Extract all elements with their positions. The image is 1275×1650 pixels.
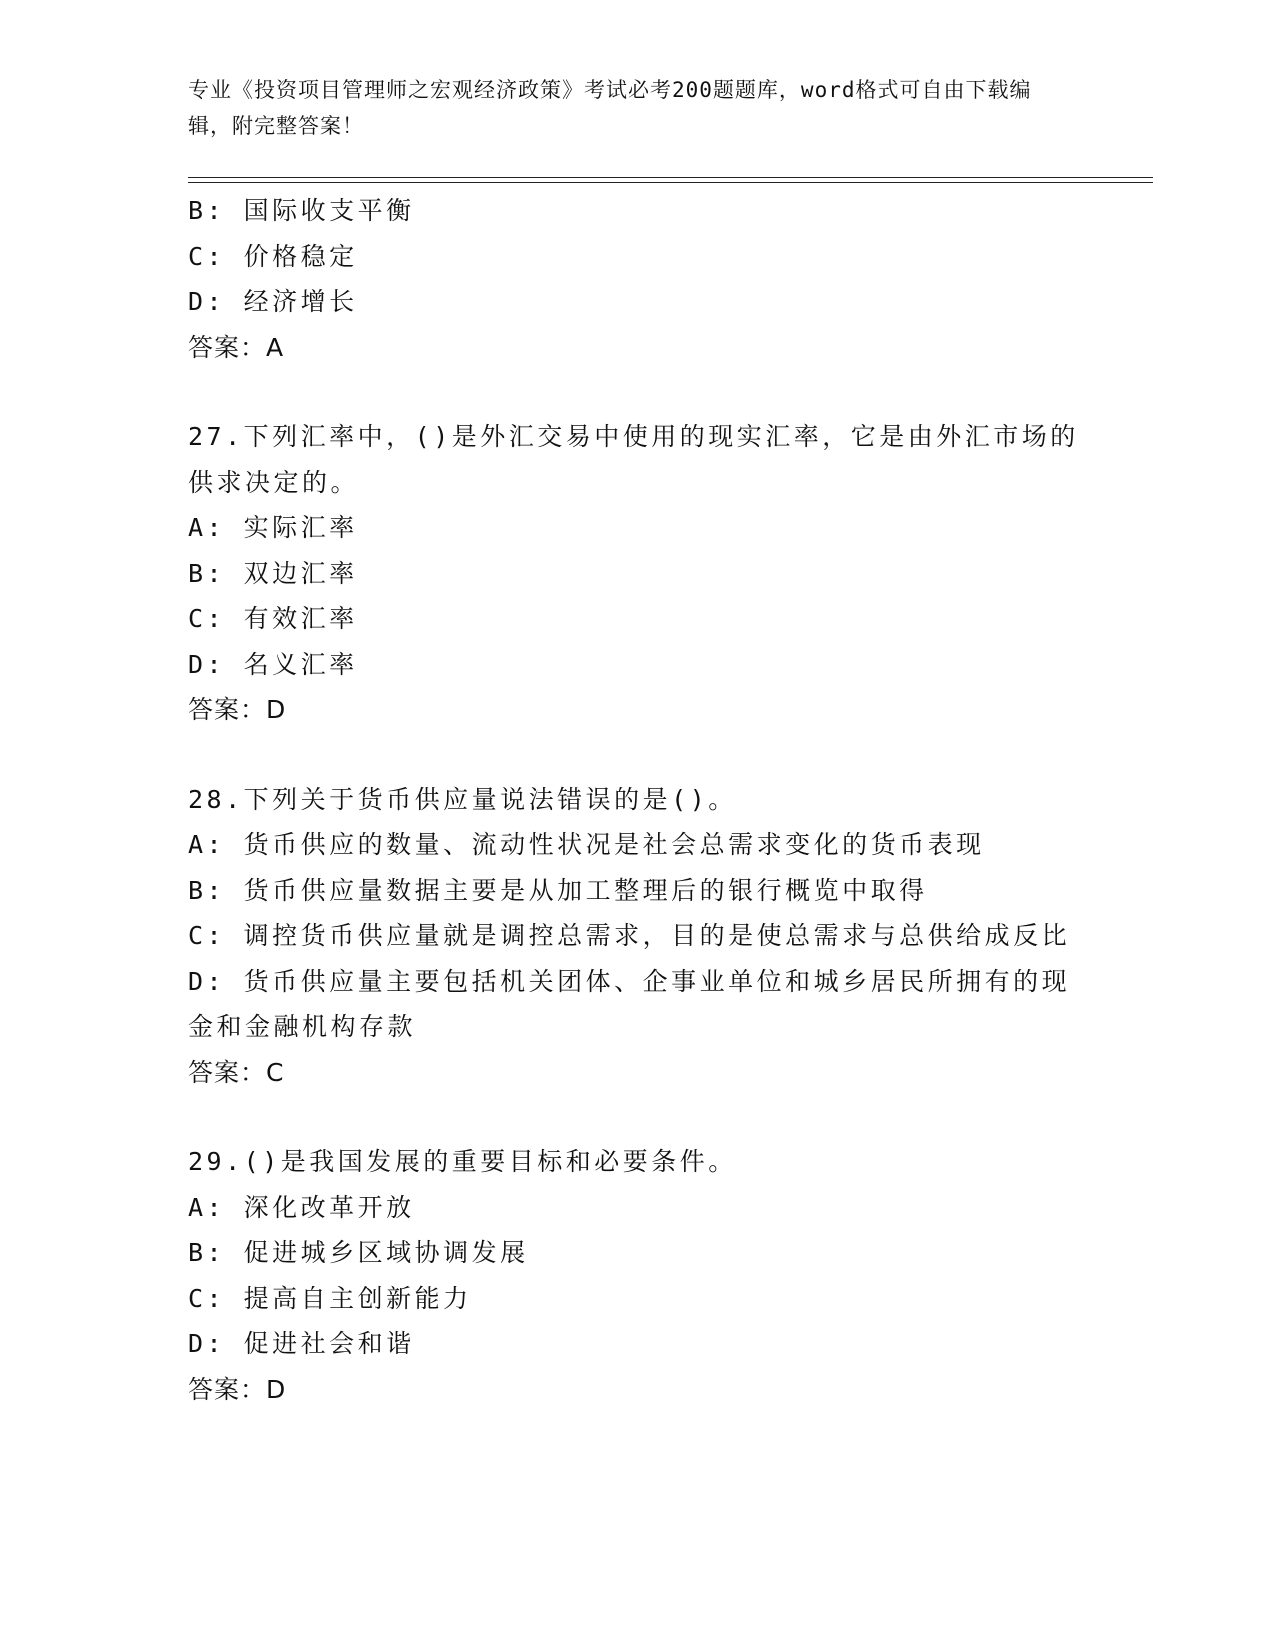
option-d: D: 名义汇率 <box>188 649 358 679</box>
question-stem: 28.下列关于货币供应量说法错误的是()。 <box>188 784 737 814</box>
question-29 <box>188 1139 1088 1412</box>
option-b: B: 双边汇率 <box>188 558 358 588</box>
option-c: C: 价格稳定 <box>188 241 358 271</box>
prev-question-block <box>188 188 1088 370</box>
option-b: B: 促进城乡区域协调发展 <box>188 1238 529 1267</box>
answer-line: 答案：D <box>188 1374 287 1404</box>
question-27 <box>188 414 1088 733</box>
document-header: 专业《投资项目管理师之宏观经济政策》考试必考200题题库，word格式可自由下载编辑，附完整答案！ <box>188 78 1032 138</box>
option-a: A: 深化改革开放 <box>188 1192 415 1222</box>
answer-line: 答案：A <box>188 332 285 362</box>
option-c: C: 调控货币供应量就是调控总需求，目的是使总需求与总供给成反比 <box>188 921 1071 950</box>
question-28 <box>188 777 1088 1096</box>
header-rule-bottom <box>188 182 1153 183</box>
option-c: C: 有效汇率 <box>188 604 358 633</box>
question-stem: 27.下列汇率中，()是外汇交易中使用的现实汇率，它是由外汇市场的 <box>188 422 1079 451</box>
option-c: C: 提高自主创新能力 <box>188 1283 472 1313</box>
answer-line: 答案：D <box>188 695 287 724</box>
option-d: D: 经济增长 <box>188 287 358 316</box>
option-d-continued: 金和金融机构存款 <box>188 1012 417 1041</box>
option-b: B: 货币供应量数据主要是从加工整理后的银行概览中取得 <box>188 875 928 905</box>
option-d: D: 促进社会和谐 <box>188 1329 415 1358</box>
question-stem: 29.()是我国发展的重要目标和必要条件。 <box>188 1147 737 1176</box>
header-rule-top <box>188 177 1153 178</box>
option-d: D: 货币供应量主要包括机关团体、企事业单位和城乡居民所拥有的现 <box>188 966 1071 996</box>
option-a: A: 实际汇率 <box>188 513 358 542</box>
option-b: B: 国际收支平衡 <box>188 196 415 225</box>
document-body <box>188 188 1088 1412</box>
answer-line: 答案：C <box>188 1057 285 1087</box>
question-stem-continued: 供求决定的。 <box>188 467 360 497</box>
option-a: A: 货币供应的数量、流动性状况是社会总需求变化的货币表现 <box>188 830 985 859</box>
